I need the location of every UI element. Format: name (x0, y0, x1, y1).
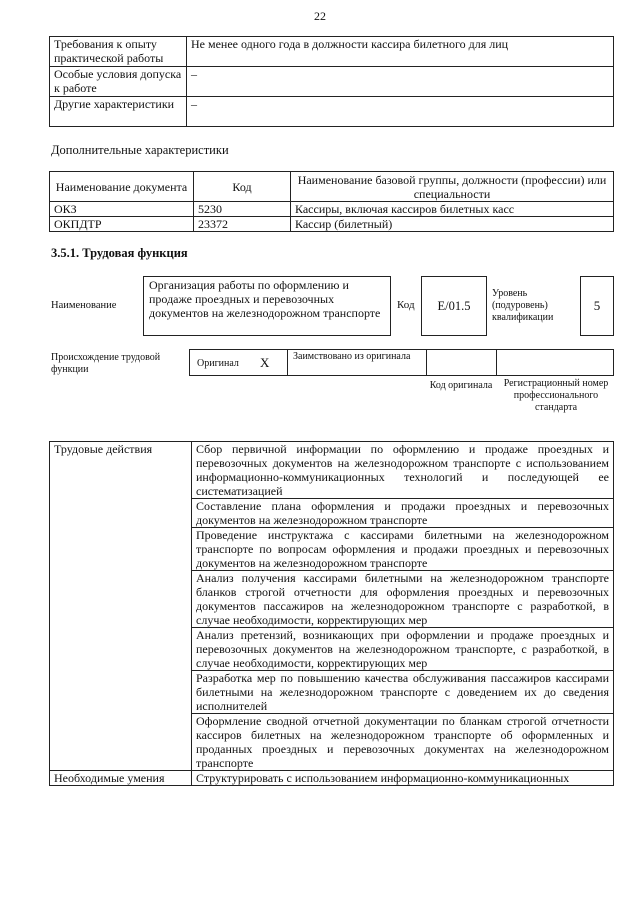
table-cell: 23372 (194, 217, 291, 232)
action-item: Составление плана оформления и продажи проездных и перевозочных документов на железнодорожном транспорте (192, 499, 614, 528)
table-cell: ОКПДТР (50, 217, 194, 232)
origin-label: Происхождение трудовой функции (51, 352, 161, 375)
code-label: Код (397, 299, 415, 311)
action-item: Проведение инструктажа с кассирами билетными на железнодорожном транспорте по вопросам оформления и продажи проездных и перевозочных документов на железнодорожном транспорте (192, 528, 614, 571)
requirement-label: Требования к опыту практической работы (50, 37, 187, 67)
action-item: Разработка мер по повышению качества обслуживания пассажиров кассирами билетными на железнодорожном транспорте с доведением их до сведения исполнителей (192, 671, 614, 714)
action-item: Оформление сводной отчетной документации по бланкам строгой отчетности кассиров билетных на железнодорожном транспорте об оформленных и проданных проездных и перевозочных документах на железнодорожном транспорте (192, 714, 614, 771)
divider (426, 349, 427, 376)
extra-characteristics-title: Дополнительные характеристики (51, 143, 229, 157)
code-origin-caption: Код оригинала (429, 380, 493, 391)
table-row (50, 37, 614, 67)
table-row (50, 97, 614, 127)
registration-number-caption: Регистрационный номер профессионального стандарта (503, 378, 609, 413)
extra-characteristics-table (49, 171, 614, 232)
table-row (50, 442, 614, 499)
original-mark: X (260, 355, 270, 370)
column-header: Наименование документа (50, 172, 194, 202)
function-code-box: E/01.5 (421, 276, 487, 336)
column-header: Наименование базовой группы, должности (профессии) или специальности (291, 172, 614, 202)
requirement-value: – (187, 97, 614, 127)
name-label: Наименование (51, 300, 117, 311)
skill-item: Структурировать с использованием информационно-коммуникационных (192, 771, 614, 786)
level-label: Уровень (подуровень) квалификации (492, 288, 554, 323)
table-row (50, 202, 614, 217)
page-number: 22 (314, 9, 326, 23)
table-cell: ОКЗ (50, 202, 194, 217)
labor-actions-table (49, 441, 614, 786)
original-label: Оригинал (197, 358, 239, 369)
requirement-label: Особые условия допуска к работе (50, 67, 187, 97)
table-cell: Кассир (билетный) (291, 217, 614, 232)
skills-label: Необходимые умения (50, 771, 192, 786)
qualification-level-box: 5 (580, 276, 614, 336)
actions-label: Трудовые действия (50, 442, 192, 771)
table-header-row (50, 172, 614, 202)
action-item: Анализ претензий, возникающих при оформлении и продаже проездных и перевозочных документов на железнодорожном транспорте, с разработкой, в случае необходимости, корректирующих мер (192, 628, 614, 671)
table-row (50, 67, 614, 97)
borrowed-label: Заимствовано из оригинала (293, 351, 411, 362)
table-cell: Кассиры, включая кассиров билетных касс (291, 202, 614, 217)
table-row (50, 771, 614, 786)
requirement-label: Другие характеристики (50, 97, 187, 127)
requirement-value: – (187, 67, 614, 97)
column-header: Код (194, 172, 291, 202)
function-title: 3.5.1. Трудовая функция (51, 246, 188, 260)
action-item: Сбор первичной информации по оформлению и продаже проездных и перевозочных документов на железнодорожном транспорте с использованием информационно-коммуникационных технологий и последующей ее систематизацией (192, 442, 614, 499)
requirements-table (49, 36, 614, 127)
divider (287, 349, 288, 376)
function-name-box: Организация работы по оформлению и продаже проездных и перевозочных документов на железнодорожном транспорте (143, 276, 391, 336)
table-cell: 5230 (194, 202, 291, 217)
requirement-value: Не менее одного года в должности кассира билетного для лиц (187, 37, 614, 67)
action-item: Анализ получения кассирами билетными на железнодорожном транспорте бланков строгой отчетности для оформления проездных и перевозочных документов пассажиров на железнодорожном транспорте с разработкой, в случае необходимости, корректирующих мер (192, 571, 614, 628)
table-row (50, 217, 614, 232)
divider (496, 349, 497, 376)
